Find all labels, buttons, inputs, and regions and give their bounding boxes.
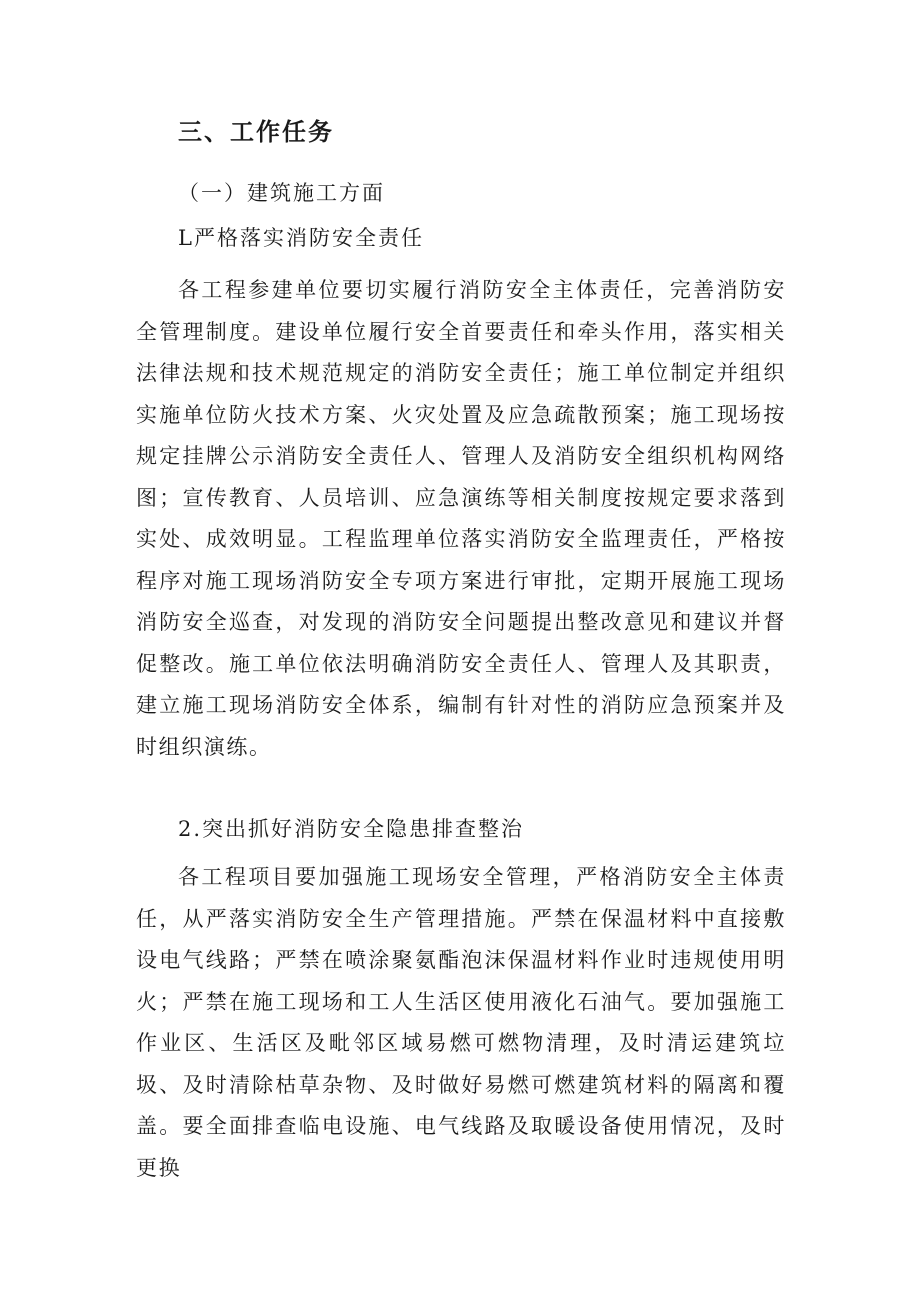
subheading-construction: （一）建筑施工方面 xyxy=(178,181,385,205)
item-1-paragraph: 各工程参建单位要切实履行消防安全主体责任，完善消防安全管理制度。建设单位履行安全首要责任和牵头作用，落实相关法律法规和技术规范规定的消防安全责任；施工单位制定并组织实施单位防火技术方案、火灾处置及应急疏散预案；施工现场按规定挂牌公示消防安全责任人、管理人及消防安全组织机构网络图；宣传教育、人员培训、应急演练等相关制度按规定要求落到实处、成效明显。工程监理单位落实消防安全监理责任，严格按程序对施工现场消防安全专项方案进行审批，定期开展施工现场消防安全巡查，对发现的消防安全问题提出整改意见和建议并督促整改。施工单位依法明确消防安全责任人、管理人及其职责，建立施工现场消防安全体系，编制有针对性的消防应急预案并及时组织演练。 xyxy=(136,278,786,759)
section-heading: 三、工作任务 xyxy=(178,118,334,146)
item-2-title: 2.突出抓好消防安全隐患排查整治 xyxy=(178,817,525,841)
item-2-paragraph: 各工程项目要加强施工现场安全管理，严格消防安全主体责任，从严落实消防安全生产管理措施。严禁在保温材料中直接敷设电气线路；严禁在喷涂聚氨酯泡沫保温材料作业时违规使用明火；严禁在施工现场和工人生活区使用液化石油气。要加强施工作业区、生活区及毗邻区域易燃可燃物清理，及时清运建筑垃圾、及时清除枯草杂物、及时做好易燃可燃建筑材料的隔离和覆盖。要全面排查临电设施、电气线路及取暖设备使用情况，及时更换 xyxy=(136,865,786,1180)
item-1-title: L严格落实消防安全责任 xyxy=(178,226,424,250)
